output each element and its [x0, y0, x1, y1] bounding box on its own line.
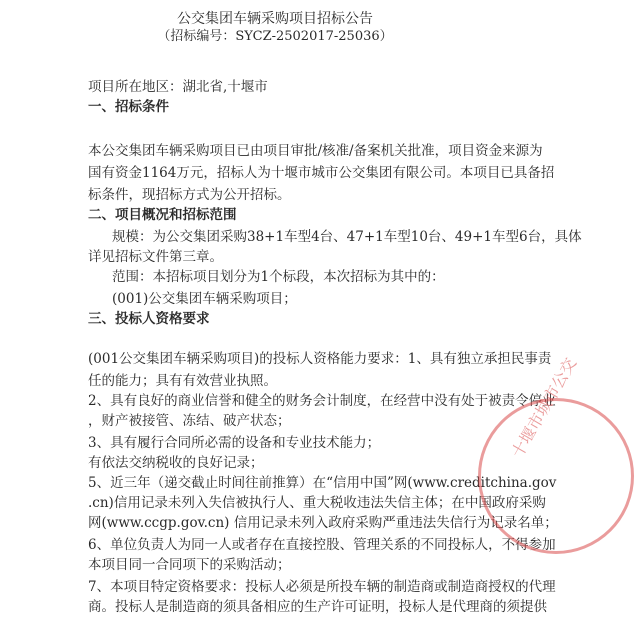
paragraph-line: 2、具有良好的商业信誉和健全的财务会计制度，在经营中没有处于被责令停业 [88, 393, 556, 409]
paragraph-line: 有依法交纳税收的良好记录； [88, 455, 264, 471]
paragraph-line: 商。投标人是制造商的须具备相应的生产许可证明，投标人是代理商的须提供 [88, 599, 547, 615]
paragraph-line: 任的能力；具有有效营业执照。 [88, 373, 277, 389]
paragraph-line: 规模：为公交集团采购38+1车型4台、47+1车型10台、49+1车型6台，具体 [112, 229, 582, 245]
section-heading-qualifications: 三、投标人资格要求 [88, 311, 210, 327]
bid-number: （招标编号：SYCZ-2502017-25036） [157, 29, 393, 44]
paragraph-line: 5、近三年（递交截止时间往前推算）在“信用中国”网(www.creditchina.gov [88, 475, 557, 491]
project-location: 项目所在地区：湖北省,十堰市 [88, 79, 268, 95]
paragraph-line: 详见招标文件第三章。 [88, 249, 223, 265]
section-heading-conditions: 一、招标条件 [88, 99, 169, 115]
paragraph-line: .cn)信用记录未列入失信被执行人、重大税收违法失信主体；在中国政府采购 [88, 495, 546, 511]
paragraph-line: 本项目同一合同项下的采购活动； [88, 557, 291, 573]
paragraph-line: (001)公交集团车辆采购项目； [112, 291, 297, 307]
paragraph-line: ，财产被接管、冻结、破产状态； [88, 413, 291, 429]
paragraph-line: 国有资金1164万元，招标人为十堰市城市公交集团有限公司。本项目已具备招 [88, 165, 555, 181]
paragraph-line: 范围：本招标项目划分为1个标段，本次招标为其中的： [112, 269, 445, 285]
paragraph-line: 7、本项目特定资格要求：投标人必须是所投车辆的制造商或制造商授权的代理 [88, 579, 556, 595]
paragraph-line: 本公交集团车辆采购项目已由项目审批/核准/备案机关批准，项目资金来源为 [88, 143, 543, 159]
seal-text: 十堰市城市公交 [507, 354, 581, 461]
section-heading-overview: 二、项目概况和招标范围 [88, 207, 237, 223]
paragraph-line: 3、具有履行合同所必需的设备和专业技术能力； [88, 435, 381, 451]
paragraph-line: 网(www.ccgp.gov.cn) 信用记录未列入政府采购严重违法失信行为记录名单； [88, 515, 558, 531]
paragraph-line: 标条件，现招标方式为公开招标。 [88, 187, 291, 203]
paragraph-line: (001公交集团车辆采购项目)的投标人资格能力要求：1、具有独立承担民事责 [88, 351, 552, 367]
document-title: 公交集团车辆采购项目招标公告 [177, 11, 373, 27]
paragraph-line: 6、单位负责人为同一人或者存在直接控股、管理关系的不同投标人，不得参加 [88, 537, 556, 553]
